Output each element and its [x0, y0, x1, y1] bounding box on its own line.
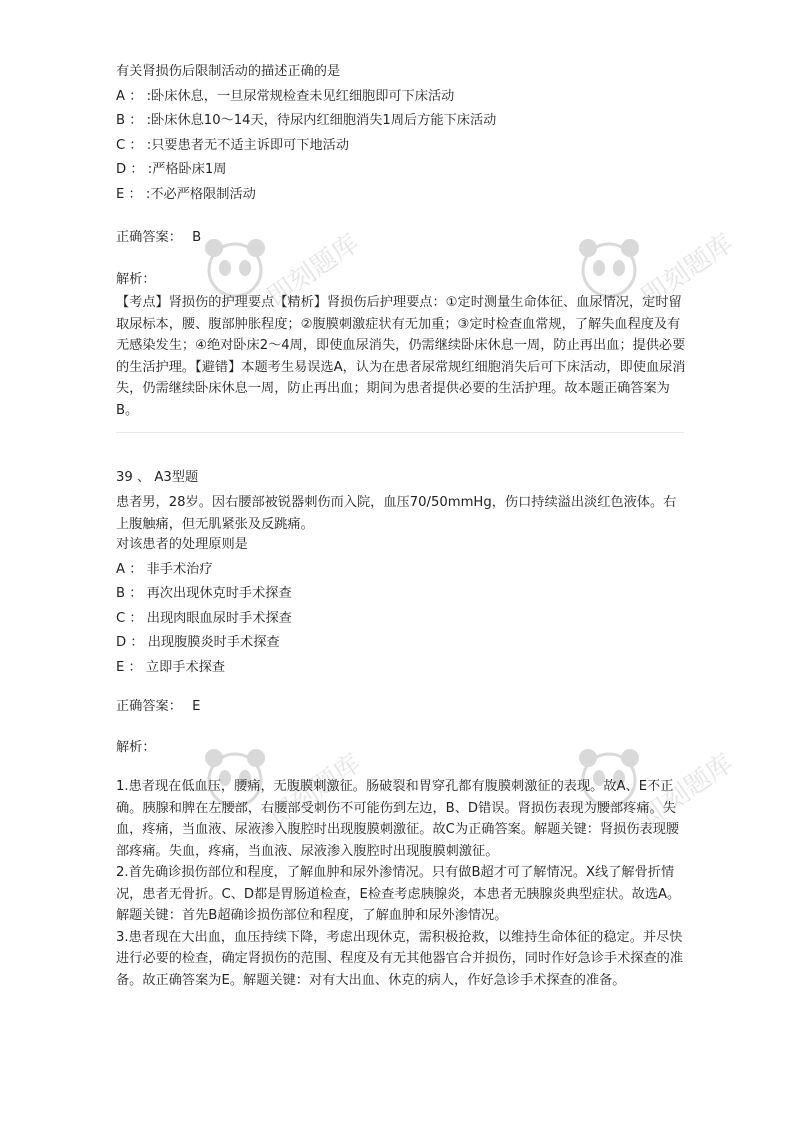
analysis-item: 3.患者现在大出血，血压持续下降，考虑出现休克，需积极抢救，以维持生命体征的稳定。并尽快进行必要的检查，确定肾损伤的范围、程度及有无其他器官合并损伤，同时作好急诊手术探查的准备。故正确答案为E。解题关键：对有大出血、休克的病人，作好急诊手术探查的准备。	[116, 929, 684, 988]
option-d: D ： 出现腹膜炎时手术探查	[116, 635, 280, 650]
question-stem: 对该患者的处理原则是	[116, 537, 248, 552]
option-e: E ： 立即手术探查	[116, 659, 226, 675]
answer-value: B	[192, 230, 202, 245]
answer-label: 正确答案：	[116, 230, 182, 245]
analysis-text: 【考点】肾损伤的护理要点【精析】肾损伤后护理要点：①定时测量生命体征、血尿情况，定时留取尿标本，腰、腹部肿胀程度；②腹膜刺激症状有无加重；③定时检查血常规，了解失血程度及有无感染发生；④绝对卧床2～4周，即使血尿消失，仍需继续卧床休息一周，防止再出血；提供必要的生活护理。【避错】本题考生易误选A，认为在患者尿常规红细胞消失后可下床活动，即使血尿消失，仍需继续卧床休息一周，防止再出血；期间为患者提供必要的生活护理。故本题正确答案为B。	[116, 295, 686, 418]
analysis-list	[116, 776, 686, 991]
document-page: 即刻题库 即刻题库 即刻题库 即刻题库 有关肾损伤后限制活动的描述正确的是 A ： :卧床休息，一旦尿常规检查未见红细胞即可下床活动 B ： :卧床休息10～14天，待尿内红细胞消失1周后方能下床活动 C ： :只要患者无不适主诉即可下地活动 D ： :严格卧床1周 E ： :不必严格限制活动 正确答案： B 解析： 【考点】肾损伤的护理要点【精析】肾损伤后护理要点：①定时测量生命体征、血尿情况，定时留取尿标本，腰、腹部肿胀程度；②腹膜刺激症状有无加重；③定时检查血常规，了解失血程度及有无感染发生；④绝对卧床2～4周，即使血尿消失，仍需继续卧床休息一周，防止再出血；提供必要的生活护理。【避错】本题考生易误选A，认为在患者尿常规红细胞消失后可下床活动，即使血尿消失，仍需继续卧床休息一周，防止再出血；期间为患者提供必要的生活护理。故本题正确答案为B。 39 、 A3型题 患者男，28岁。因右腰部被锐器刺伤而入院，血压70/50mmHg，伤口持续溢出淡红色液体。右上腹触痛，但无肌紧张及反跳痛。 对该患者的处理原则是 A ： 非手术治疗 B ： 再次出现休克时手术探查 C ： 出现肉眼血尿时手术探查 D ： 出现腹膜炎时手术探查 E ： 立即手术探查 正确答案： E 解析： 1.患者现在低血压，腰痛，无腹膜刺激征。肠破裂和胃穿孔都有腹膜刺激征的表现。故A、E不正确。胰腺和脾在左腰部，右腰部受刺伤不可能伤到左边，B、D错误。肾损伤表现为腰部疼痛。失血，疼痛，当血液、尿液渗入腹腔时出现腹膜刺激征。故C为正确答案。解题关键：肾损伤表现腰部疼痛。失血，疼痛，当血液、尿液渗入腹腔时出现腹膜刺激征。 2.首先确诊损伤部位和程度，了解血肿和尿外渗情况。只有做B超才可了解情况。X线了解骨折情况，患者无骨折。C、D都是胃肠道检查，E检查考虑胰腺炎，本患者无胰腺炎典型症状。故选A。解题关键：首先B超确诊损伤部位和程度，了解血肿和尿外渗情况。 3.患者现在大出血，血压持续下降，考虑出现休克，需积极抢救，以维持生命体征的稳定。并尽快进行必要的检查，确定肾损伤的范围、程度及有无其他器官合并损伤，同时作好急诊手术探查的准备。故正确答案为E。解题关键：对有大出血、休克的病人，作好急诊手术探查的准备。	[0, 0, 800, 1132]
question-2	[116, 533, 686, 680]
option-b: B ： 再次出现休克时手术探查	[116, 586, 292, 601]
option-e: E ： :不必严格限制活动	[116, 186, 256, 202]
answer-row	[116, 695, 686, 720]
option-d: D ： :严格卧床1周	[116, 162, 227, 177]
question-1	[116, 60, 686, 207]
analysis-item: 2.首先确诊损伤部位和程度，了解血肿和尿外渗情况。只有做B超才可了解情况。X线了解骨折情况，患者无骨折。C、D都是胃肠道检查，E检查考虑胰腺炎，本患者无胰腺炎典型症状。故选A。解题关键：首先B超确诊损伤部位和程度，了解血肿和尿外渗情况。	[116, 865, 681, 923]
question-divider	[116, 432, 684, 433]
option-c: C ： 出现肉眼血尿时手术探查	[116, 610, 292, 626]
option-b: B ： :卧床休息10～14天，待尿内红细胞消失1周后方能下床活动	[116, 113, 497, 128]
analysis-label: 解析：	[116, 272, 156, 287]
question-stem: 有关肾损伤后限制活动的描述正确的是	[116, 64, 341, 79]
question-header: 39 、 A3型题	[116, 470, 199, 485]
option-c: C ： :只要患者无不适主诉即可下地活动	[116, 137, 350, 153]
case-description: 患者男，28岁。因右腰部被锐器刺伤而入院，血压70/50mmHg，伤口持续溢出淡红色液体。右上腹触痛，但无肌紧张及反跳痛。	[116, 495, 677, 532]
analysis-label: 解析：	[116, 740, 156, 755]
answer-value: E	[192, 699, 201, 714]
analysis-item: 1.患者现在低血压，腰痛，无腹膜刺激征。肠破裂和胃穿孔都有腹膜刺激征的表现。故A、E不正确。胰腺和脾在左腰部，右腰部受刺伤不可能伤到左边，B、D错误。肾损伤表现为腰部疼痛。失血，疼痛，当血液、尿液渗入腹腔时出现腹膜刺激征。故C为正确答案。解题关键：肾损伤表现腰部疼痛。失血，疼痛，当血液、尿液渗入腹腔时出现腹膜刺激征。	[116, 779, 680, 859]
answer-row	[116, 226, 686, 251]
answer-label: 正确答案：	[116, 699, 182, 714]
option-a: A ： 非手术治疗	[116, 561, 213, 577]
option-a: A ： :卧床休息，一旦尿常规检查未见红细胞即可下床活动	[116, 88, 455, 104]
